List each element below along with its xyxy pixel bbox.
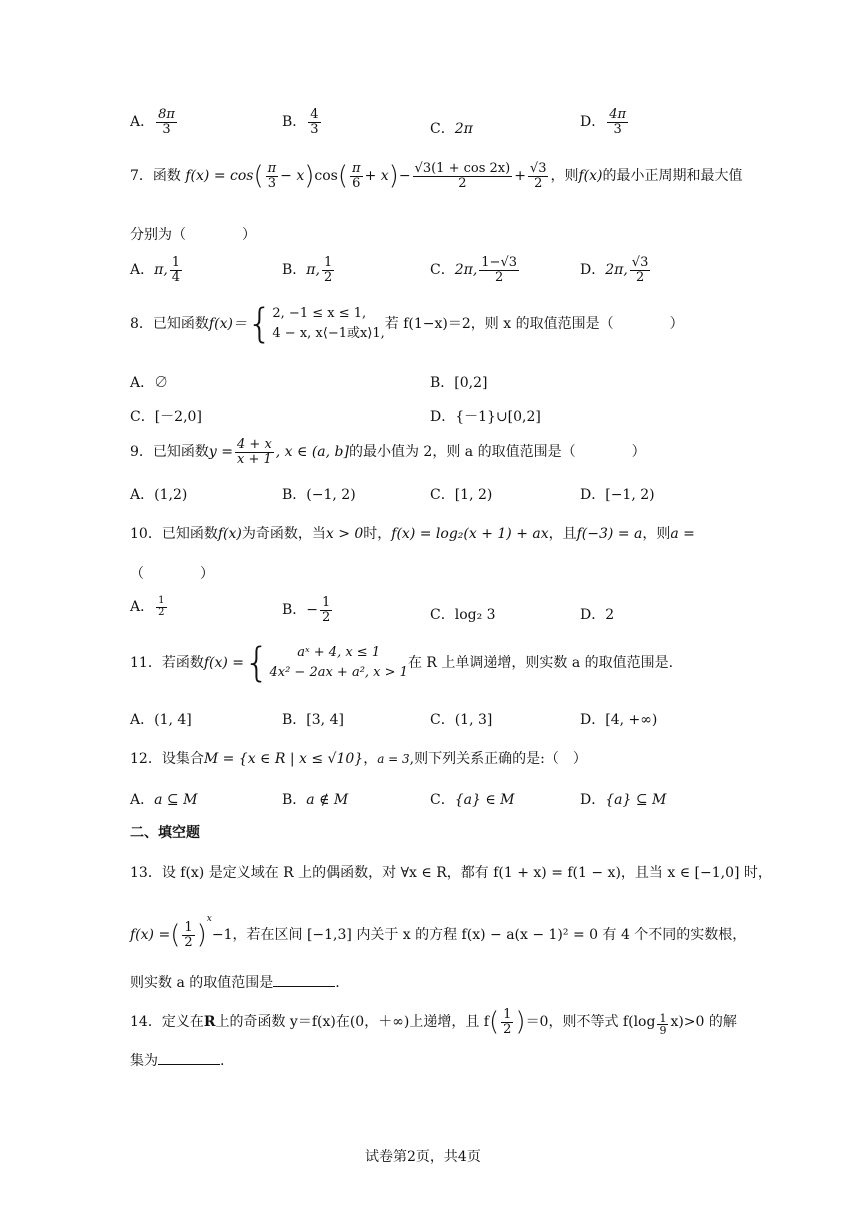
q12-line1: 12．设集合M = {x ∈ R | x ≤ √10}，a = 3,则下列关系正确的是:（ ） (130, 751, 587, 767)
q9-option-c: C．[1, 2) (430, 487, 493, 503)
q14-line1: 14．定义在R上的奇函数 y＝f(x)在(0，＋∞)上递增，且 f( $\frac{1}{2}$ )＝0，则不等式 f(log $\frac{1}{9}$ x)>0 的解 (130, 1007, 737, 1038)
q7-option-b: B．π, $\frac{1}{2}$ (282, 255, 333, 285)
q11-option-c: C．(1, 3] (430, 712, 493, 728)
q12-option-d: D．{a} ⊆ M (580, 792, 667, 808)
q13-answer-blank[interactable] (273, 972, 335, 987)
q10-line2: （ ） (130, 566, 214, 582)
q12-option-b: B．a ∉ M (282, 792, 349, 808)
q11-line1: 11．若函数f(x) ={ aˣ + 4, x ≤ 1 4x² − 2ax + a², x > 1 在 R 上单调递增，则实数 a 的取值范围是. (130, 640, 674, 687)
section-heading: 二、填空题 (130, 825, 200, 841)
q13-line3: 则实数 a 的取值范围是 . (130, 972, 340, 992)
q10-option-b: B．− $\frac{1}{2}$ (282, 595, 331, 625)
q7-option-d: D．2π, $\frac{√3}{2}$ (580, 255, 649, 285)
q9-line1: 9．已知函数y = $\frac{4 + x}{x + 1}$ , x ∈ (a, b]的最小值为 2，则 a 的取值范围是（ ） (130, 437, 646, 467)
q8-option-c: C．[－2,0] (130, 409, 202, 425)
q10-option-a: A． $\frac{1}{2}$ (130, 595, 165, 618)
q8-line1: 8．已知函数f(x)＝{ 2, −1 ≤ x ≤ 1, 4 − x, x⟨−1或x⟩1, 若 f(1−x)＝2，则 x 的取值范围是（ ） (130, 301, 684, 348)
q6-option-a: A． $\frac{8\pi}{3}$ (130, 107, 175, 137)
q7-line1: 7．函数 f(x) = cos( $\frac{\pi}{3}$ − x)cos( $\frac{\pi}{6}$ + x)− $\frac{√3(1 + \cos 2x)}{2}$ + $\frac{√3}{2}$ ，则f(x)的最小正周期和最大值 (130, 161, 743, 192)
q13-line1: 13．设 f(x) 是定义域在 R 上的偶函数，对 ∀x ∈ R，都有 f(1 + x) = f(1 − x)，且当 x ∈ [−1,0] 时， (130, 865, 772, 881)
q8-option-a: A．∅ (130, 375, 169, 391)
q12-option-c: C．{a} ∈ M (430, 792, 515, 808)
q14-answer-blank[interactable] (158, 1050, 220, 1065)
q7-option-a: A．π, $\frac{1}{4}$ (130, 255, 181, 285)
q9-option-d: D．[−1, 2) (580, 487, 655, 503)
q13-line2: f(x) =( $\frac{1}{2}$ )$^x$−1，若在区间 [−1,3] 内关于 x 的方程 f(x) − a(x − 1)² = 0 有 4 个不同的实数根， (130, 914, 747, 950)
q8-option-d: D．{－1}∪[0,2] (430, 409, 541, 425)
q12-option-a: A．a ⊆ M (130, 792, 198, 808)
q6-option-d: D． $\frac{4\pi}{3}$ (580, 107, 627, 137)
q11-option-a: A．(1, 4] (130, 712, 192, 728)
q10-option-c: C．log₂ 3 (430, 607, 496, 623)
q8-option-b: B．[0,2] (430, 375, 488, 391)
q7-option-c: C．2π, $\frac{1-√3}{2}$ (430, 255, 517, 285)
q9-option-a: A．(1,2) (130, 487, 188, 503)
q14-line2: 集为 . (130, 1050, 224, 1070)
page-footer: 试卷第2页，共4页 (365, 1149, 481, 1165)
q6-option-c: C．2π (430, 121, 473, 137)
q6-option-b: B． $\frac{4}{3}$ (282, 107, 319, 137)
q11-option-d: D．[4, +∞) (580, 712, 658, 728)
q10-option-d: D．2 (580, 607, 615, 623)
q9-option-b: B．(−1, 2) (282, 487, 356, 503)
q10-line1: 10．已知函数f(x)为奇函数，当x > 0时，f(x) = log₂(x + 1) + ax，且f(−3) = a，则a = (130, 526, 695, 542)
q7-line2: 分别为（ ） (130, 227, 256, 243)
q11-option-b: B．[3, 4] (282, 712, 344, 728)
